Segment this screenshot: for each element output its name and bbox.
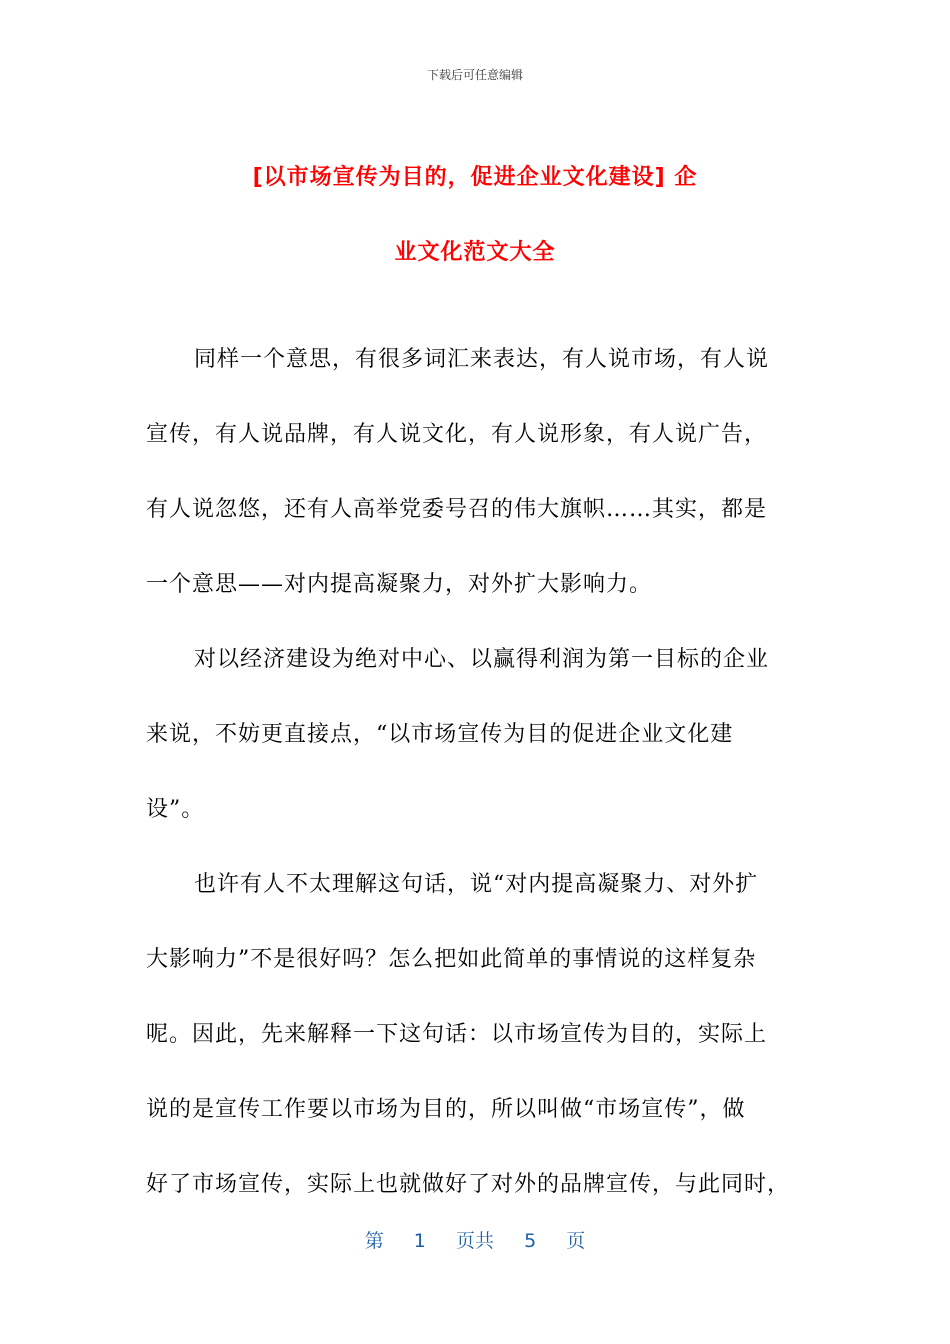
- paragraph-1-line-4: 一个意思——对内提高凝聚力，对外扩大影响力。: [146, 572, 653, 597]
- paragraph-3-line-3: 呢。因此，先来解释一下这句话：以市场宣传为目的，实际上: [146, 1022, 768, 1047]
- title-line-1: [以市场宣传为目的，促进企业文化建设] 企: [252, 165, 698, 190]
- page-total: 5: [524, 1230, 537, 1252]
- paragraph-1-line-1: 同样一个意思，有很多词汇来表达，有人说市场，有人说: [194, 347, 770, 372]
- page-mid: 页共: [455, 1230, 494, 1252]
- title-line-2: 业文化范文大全: [394, 240, 556, 265]
- paragraph-1-line-2: 宣传，有人说品牌，有人说文化，有人说形象，有人说广告，: [146, 422, 768, 447]
- page-suffix: 页: [566, 1230, 586, 1252]
- header-note: 下载后可任意编辑: [426, 68, 523, 82]
- paragraph-2-line-2: 来说，不妨更直接点，“以市场宣传为目的促进企业文化建: [146, 722, 734, 747]
- document-body: [146, 322, 806, 1222]
- paragraph-3-line-2: 大影响力”不是很好吗？怎么把如此简单的事情说的这样复杂: [146, 947, 757, 972]
- document-title: [120, 140, 830, 290]
- paragraph-3-line-4: 说的是宣传工作要以市场为目的，所以叫做“市场宣传”，做: [146, 1097, 746, 1122]
- page-current: 1: [413, 1230, 426, 1252]
- paragraph-1-line-3: 有人说忽悠，还有人高举党委号召的伟大旗帜……其实，都是: [146, 497, 768, 522]
- paragraph-2-line-1: 对以经济建设为绝对中心、以赢得利润为第一目标的企业: [194, 647, 770, 672]
- paragraph-2-line-3: 设”。: [146, 797, 205, 822]
- paragraph-3-line-1: 也许有人不太理解这句话，说“对内提高凝聚力、对外扩: [194, 872, 759, 897]
- page-prefix: 第: [364, 1230, 384, 1252]
- page-footer: [0, 1226, 950, 1253]
- paragraph-3-line-5: 好了市场宣传，实际上也就做好了对外的品牌宣传，与此同时，: [146, 1172, 791, 1197]
